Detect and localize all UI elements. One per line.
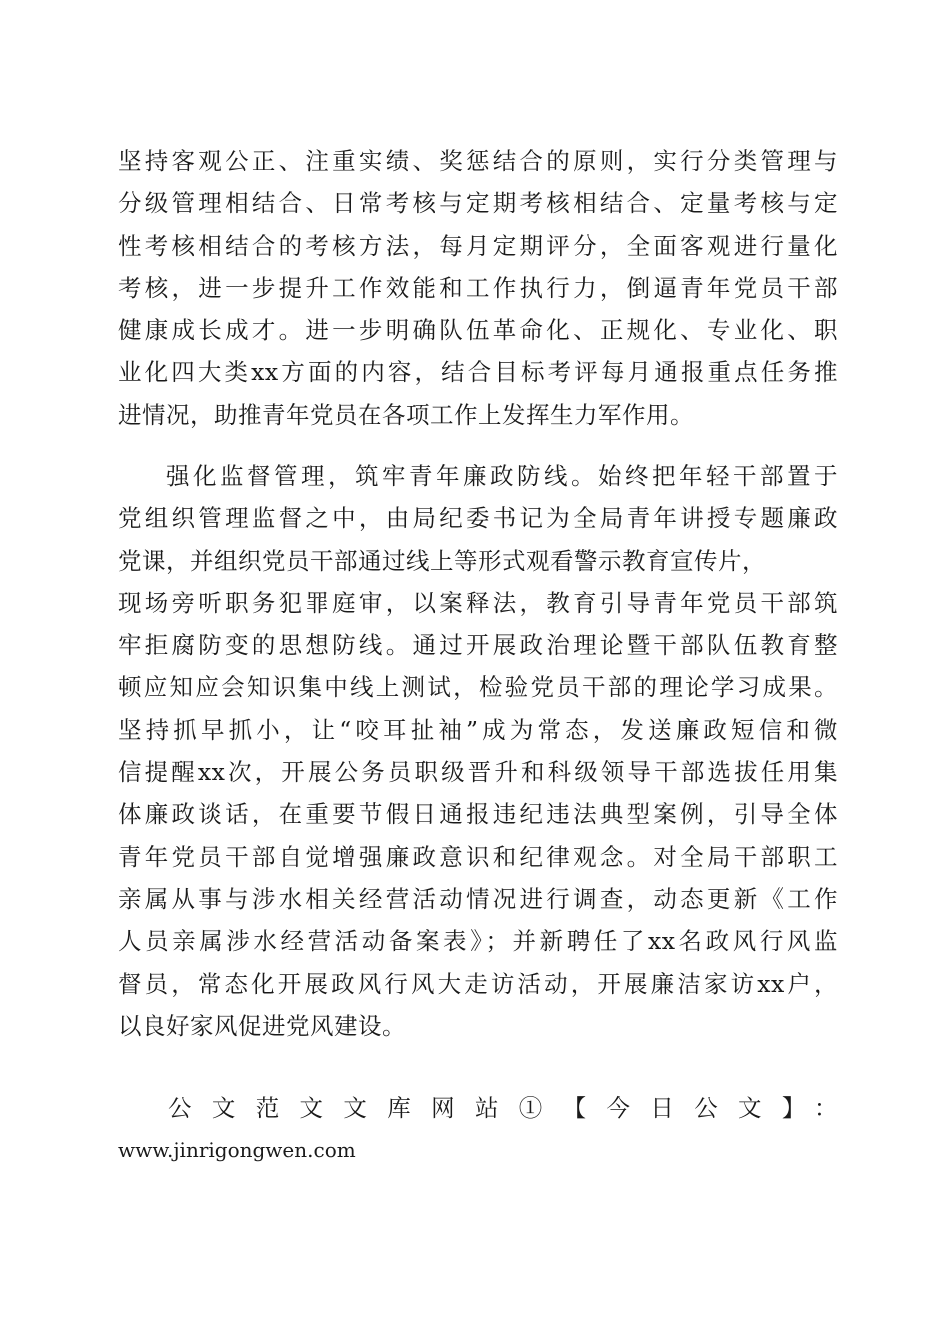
footer-source [118, 1087, 838, 1172]
text-line: 人员亲属涉水经营活动备案表》；并新聘任了xx名政风行风监 [118, 927, 838, 956]
footer-source-url[interactable]: www.jinrigongwen.com [118, 1138, 356, 1163]
text-line: 现场旁听职务犯罪庭审，以案释法，教育引导青年党员干部筑 [118, 588, 838, 617]
text-line: 督员，常态化开展政风行风大走访活动，开展廉洁家访xx户， [118, 969, 838, 998]
text-line: 牢拒腐防变的思想防线。通过开展政治理论暨干部队伍教育整 [118, 631, 838, 660]
paragraph-2 [118, 455, 838, 1047]
text-line: 亲属从事与涉水相关经营活动情况进行调查，动态更新《工作 [118, 884, 838, 913]
text-line: 党课，并组织党员干部通过线上等形式观看警示教育宣传片， [118, 546, 766, 575]
text-line: 顿应知应会知识集中线上测试，检验党员干部的理论学习成果。 [118, 673, 838, 702]
text-line: 分级管理相结合、日常考核与定期考核相结合、定量考核与定 [118, 189, 838, 218]
text-line: 以良好家风促进党风建设。 [118, 1011, 406, 1040]
text-line: 考核，进一步提升工作效能和工作执行力，倒逼青年党员干部 [118, 273, 838, 302]
text-line: 青年党员干部自觉增强廉政意识和纪律观念。对全局干部职工 [118, 842, 838, 871]
text-line: 强化监督管理，筑牢青年廉政防线。始终把年轻干部置于 [166, 462, 838, 490]
text-line: 体廉政谈话，在重要节假日通报违纪违法典型案例，引导全体 [118, 800, 838, 829]
text-line: 进情况，助推青年党员在各项工作上发挥生力军作用。 [118, 400, 694, 429]
text-line: 健康成长成才。进一步明确队伍革命化、正规化、专业化、职 [118, 316, 838, 345]
text-line: 党组织管理监督之中，由局纪委书记为全局青年讲授专题廉政 [118, 504, 838, 533]
text-line: 性考核相结合的考核方法，每月定期评分，全面客观进行量化 [118, 231, 838, 260]
text-line: 坚持客观公正、注重实绩、奖惩结合的原则，实行分类管理与 [118, 147, 838, 175]
text-line: 信提醒xx次，开展公务员职级晋升和科级领导干部选拔任用集 [118, 758, 838, 787]
paragraph-1 [118, 140, 838, 436]
footer-source-label: 公文范文文库网站①【今日公文】： [168, 1094, 838, 1122]
text-line: 业化四大类xx方面的内容，结合目标考评每月通报重点任务推 [118, 358, 838, 387]
text-line: 坚持抓早抓小，让“咬耳扯袖”成为常态，发送廉政短信和微 [118, 715, 838, 744]
